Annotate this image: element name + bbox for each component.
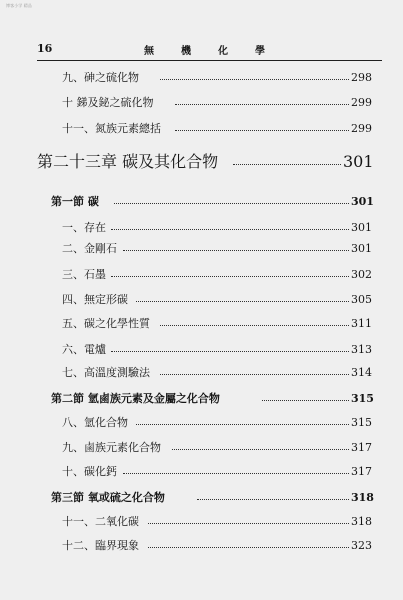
toc-entry-7 (0, 240, 403, 258)
toc-entry-label: 九、鹵族元素化合物 (62, 439, 163, 457)
toc-entry-page: 315 (349, 414, 372, 432)
toc-entry-2 (0, 94, 403, 112)
toc-entry-label: 十一、二氧化碳 (62, 513, 141, 531)
toc-entry-3 (0, 120, 403, 138)
toc-entry-14 (0, 414, 403, 432)
dotted-leader (123, 240, 349, 251)
dotted-leader (233, 151, 341, 165)
toc-entry-label: 七、高溫度測驗法 (62, 364, 152, 382)
toc-entry-label: 四、無定形碳 (62, 291, 130, 309)
toc-entry-15 (0, 439, 403, 457)
dotted-leader (123, 463, 349, 474)
toc-entry-page: 299 (349, 94, 372, 112)
dotted-leader (175, 94, 349, 105)
dotted-leader (148, 513, 349, 524)
toc-entry-label: 十、碳化鈣 (62, 463, 119, 481)
toc-entry-12 (0, 364, 403, 382)
toc-entry-label: 八、氫化合物 (62, 414, 130, 432)
toc-entry-page: 318 (349, 513, 372, 531)
dotted-leader (197, 489, 349, 500)
running-head: 無機化學 (144, 46, 292, 57)
dotted-leader (111, 266, 349, 277)
toc-entry-page: 313 (349, 341, 372, 359)
toc-entry-page: 323 (349, 537, 372, 555)
toc-entry-page: 301 (349, 240, 372, 258)
dotted-leader (160, 364, 349, 375)
toc-entry-page: 317 (349, 463, 372, 481)
toc-entry-page: 302 (349, 266, 372, 284)
section-page: 318 (349, 489, 374, 507)
dotted-leader (160, 315, 349, 326)
dotted-leader (111, 341, 349, 352)
chapter-page: 301 (343, 152, 374, 171)
toc-entry-label: 十二、臨界現象 (62, 537, 141, 555)
toc-entry-page: 317 (349, 439, 372, 457)
toc-entry-label: 十一、氮族元素總括 (62, 120, 163, 138)
toc-entry-label: 五、碳之化學性質 (62, 315, 152, 333)
toc-entry-page: 305 (349, 291, 372, 309)
toc-chapter (0, 151, 403, 173)
dotted-leader (148, 537, 349, 548)
toc-entry-page: 311 (349, 315, 372, 333)
toc-section (0, 489, 403, 507)
toc-entry-label: 三、石墨 (62, 266, 108, 284)
toc-entry-label: 六、電爐 (62, 341, 108, 359)
toc-entry-6 (0, 219, 403, 237)
toc-entry-label: 一、存在 (62, 219, 108, 237)
toc-entry-19 (0, 537, 403, 555)
section-title: 第一節 碳 (51, 193, 101, 211)
toc-entry-8 (0, 266, 403, 284)
toc-entry-18 (0, 513, 403, 531)
toc-entry-10 (0, 315, 403, 333)
toc-entry-page: 299 (349, 120, 372, 138)
dotted-leader (136, 414, 349, 425)
toc-entry-9 (0, 291, 403, 309)
watermark: 博客小学 精品 (6, 3, 32, 8)
toc-entry-label: 二、金剛石 (62, 240, 119, 258)
dotted-leader (172, 439, 349, 450)
section-title: 第三節 氧或硫之化合物 (51, 489, 167, 507)
toc-section (0, 390, 403, 408)
header-rule (37, 60, 382, 61)
section-page: 315 (349, 390, 374, 408)
toc-section (0, 193, 403, 211)
dotted-leader (136, 291, 349, 302)
toc-entry-1 (0, 69, 403, 87)
dotted-leader (175, 120, 349, 131)
dotted-leader (111, 219, 349, 230)
toc-entry-11 (0, 341, 403, 359)
toc-entry-16 (0, 463, 403, 481)
toc-entry-label: 十 銻及鉍之硫化物 (62, 94, 156, 112)
toc-entry-label: 九、砷之硫化物 (62, 69, 141, 87)
toc-entry-page: 301 (349, 219, 372, 237)
toc-entry-page: 314 (349, 364, 372, 382)
dotted-leader (160, 69, 349, 80)
dotted-leader (262, 390, 349, 401)
page-number: 16 (37, 42, 53, 55)
section-title: 第二節 氫鹵族元素及金屬之化合物 (51, 390, 222, 408)
dotted-leader (114, 193, 349, 204)
chapter-title: 第二十三章 碳及其化合物 (37, 152, 219, 171)
toc-entry-page: 298 (349, 69, 372, 87)
section-page: 301 (349, 193, 374, 211)
